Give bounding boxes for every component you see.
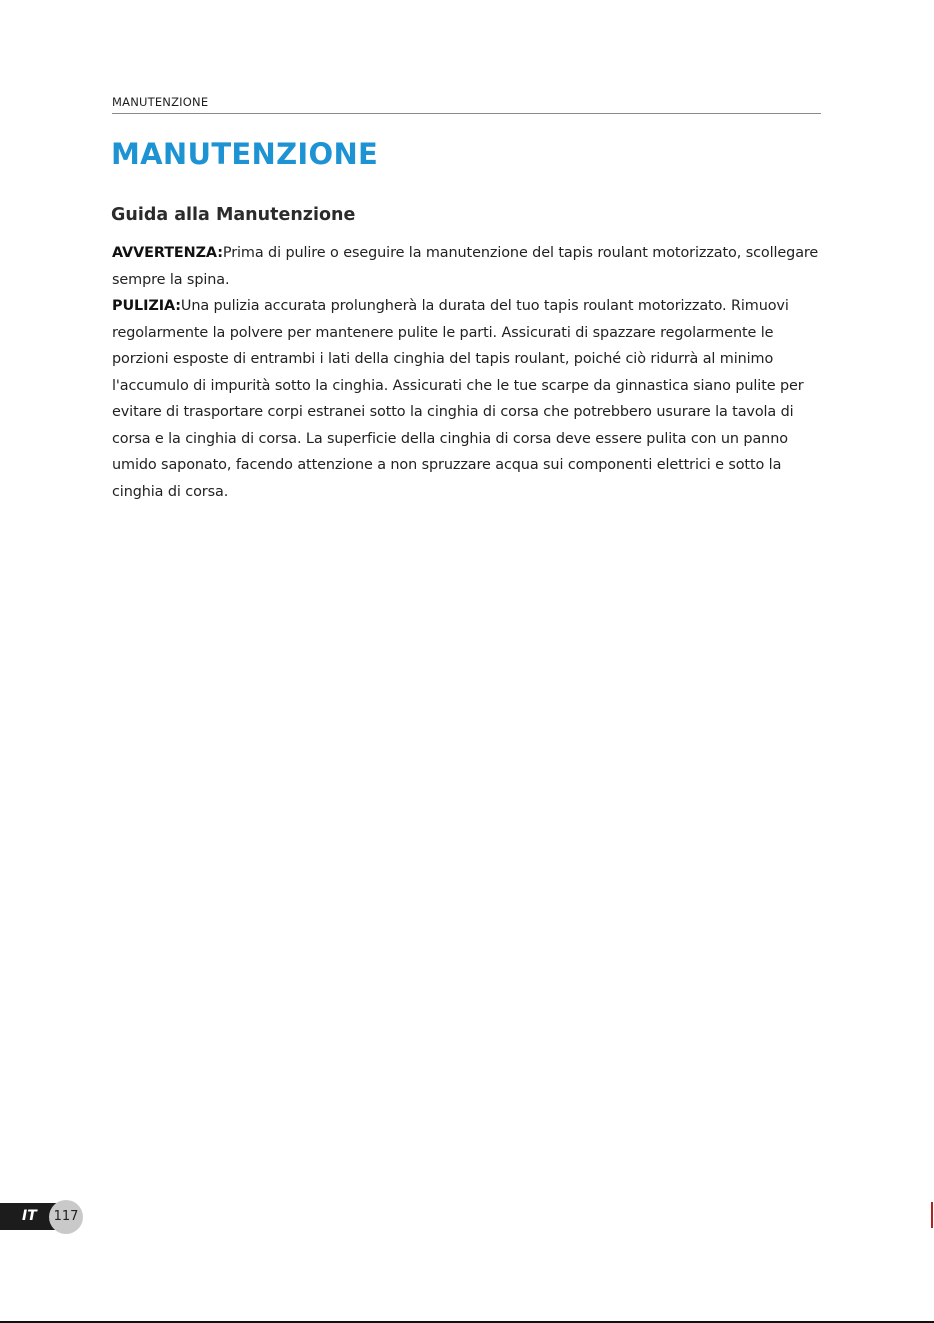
warning-text: Prima di pulire o eseguire la manutenzione del tapis roulant motorizzato, scollegare sempre la spina. bbox=[112, 245, 819, 288]
page-title: MANUTENZIONE bbox=[111, 137, 379, 171]
page-number: 117 bbox=[53, 1209, 79, 1224]
cleaning-label: PULIZIA: bbox=[112, 298, 181, 314]
warning-paragraph bbox=[112, 240, 827, 293]
language-code: IT bbox=[22, 1208, 37, 1224]
body-text bbox=[112, 240, 827, 505]
section-heading: Guida alla Manutenzione bbox=[111, 205, 356, 225]
warning-label: AVVERTENZA: bbox=[112, 245, 223, 261]
header-divider bbox=[112, 113, 821, 114]
running-header: MANUTENZIONE bbox=[112, 95, 209, 109]
edge-marker bbox=[931, 1202, 933, 1228]
cleaning-text: Una pulizia accurata prolungherà la durata del tuo tapis roulant motorizzato. Rimuovi regolarmente la polvere per mantenere pulite le parti. Assicurati di spazzare regolarmente le porzioni esposte di entrambi i lati della cinghia del tapis roulant, poiché ciò ridurrà al minimo l'accumulo di impurità sotto la cinghia. Assicurati che le tue scarpe da ginnastica siano pulite per evitare di trasportare corpi estranei sotto la cinghia di corsa che potrebbero usurare la tavola di corsa e la cinghia di corsa. La superficie della cinghia di corsa deve essere pulita con un panno umido saponato, facendo attenzione a non spruzzare acqua sui componenti elettrici e sotto la cinghia di corsa. bbox=[112, 298, 804, 500]
cleaning-paragraph bbox=[112, 293, 827, 505]
